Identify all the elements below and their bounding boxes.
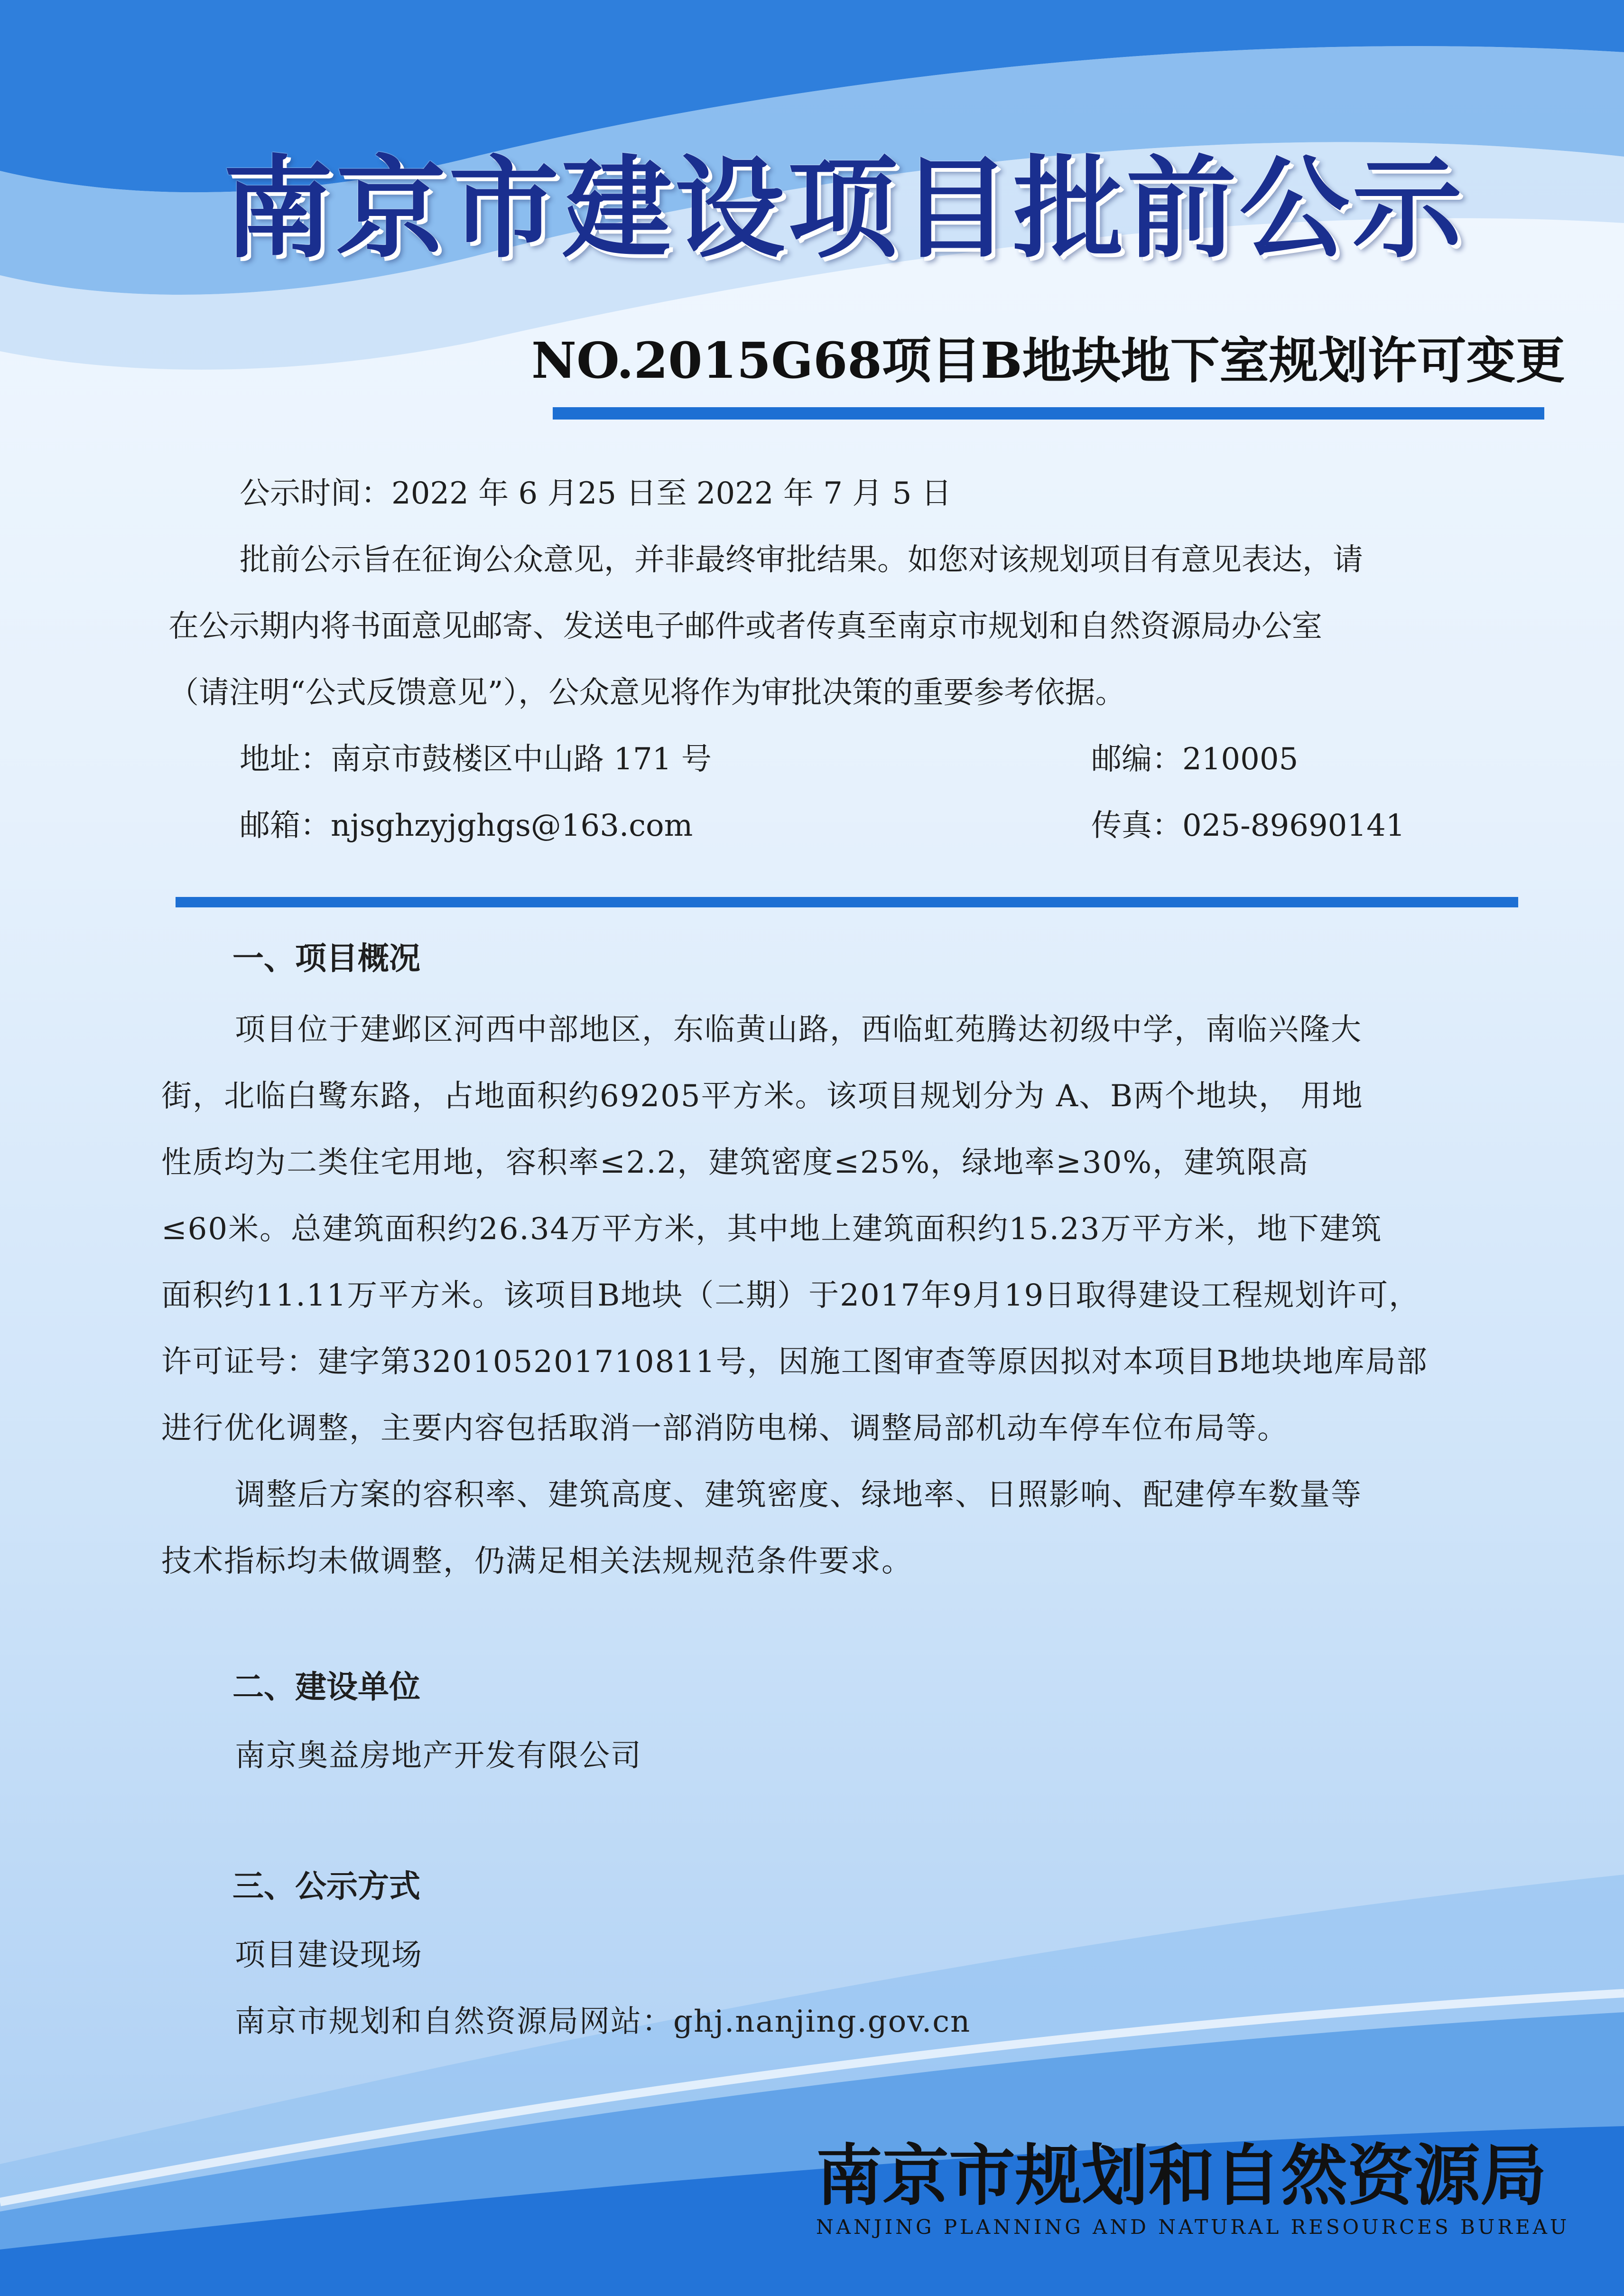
overview-line-3: 性质均为二类住宅用地，容积率≤2.2，建筑密度≤25%，绿地率≥30%，建筑限高: [161, 1145, 1309, 1180]
contact-address: 地址：南京市鼓楼区中山路 171 号: [240, 742, 712, 777]
overview-line-6: 许可证号：建字第320105201710811号，因施工图审查等原因拟对本项目B地块地库局部: [161, 1344, 1428, 1380]
method-line-1: 项目建设现场: [235, 1938, 423, 1973]
overview-line-5: 面积约11.11万平方米。该项目B地块（二期）于2017年9月19日取得建设工程规划许可，: [161, 1278, 1420, 1313]
contact-postcode: 邮编：210005: [1091, 742, 1299, 777]
intro-line-2: 在公示期内将书面意见邮寄、发送电子邮件或者传真至南京市规划和自然资源局办公室: [168, 609, 1322, 644]
contact-email: 邮箱：njsghzyjghgs@163.com: [240, 808, 693, 843]
builder-name: 南京奥益房地产开发有限公司: [235, 1738, 642, 1773]
notice-period: 公示时间：2022 年 6 月25 日至 2022 年 7 月 5 日: [240, 476, 952, 511]
contact-fax: 传真：025-89690141: [1091, 808, 1405, 843]
bureau-name-english: NANJING PLANNING AND NATURAL RESOURCES BUREAU: [816, 2215, 1570, 2239]
builder-heading: 二、建设单位: [232, 1669, 420, 1705]
section-separator: [176, 897, 1518, 907]
overview-line-4: ≤60米。总建筑面积约26.34万平方米，其中地上建筑面积约15.23万平方米，地下建筑: [161, 1212, 1383, 1247]
intro-line-3: （请注明“公式反馈意见”），公众意见将作为审批决策的重要参考依据。: [168, 675, 1126, 710]
page-title: 南京市建设项目批前公示: [223, 145, 1466, 273]
intro-line-1: 批前公示旨在征询公众意见，并非最终审批结果。如您对该规划项目有意见表达，请: [240, 542, 1363, 578]
project-subtitle: NO.2015G68项目B地块地下室规划许可变更: [531, 331, 1565, 390]
overview-line-9: 技术指标均未做调整，仍满足相关法规规范条件要求。: [161, 1544, 913, 1579]
method-line-2: 南京市规划和自然资源局网站：ghj.nanjing.gov.cn: [235, 2004, 971, 2039]
subtitle-underline: [553, 407, 1544, 420]
bureau-name: 南京市规划和自然资源局: [816, 2137, 1547, 2215]
overview-line-2: 街，北临白鹭东路，占地面积约69205平方米。该项目规划分为 A、B两个地块， 用地: [161, 1079, 1364, 1114]
overview-line-7: 进行优化调整，主要内容包括取消一部消防电梯、调整局部机动车停车位布局等。: [161, 1411, 1289, 1446]
overview-line-8: 调整后方案的容积率、建筑高度、建筑密度、绿地率、日照影响、配建停车数量等: [235, 1477, 1362, 1512]
overview-line-1: 项目位于建邺区河西中部地区，东临黄山路，西临虹苑腾达初级中学，南临兴隆大: [235, 1012, 1362, 1047]
method-heading: 三、公示方式: [232, 1868, 420, 1904]
overview-heading: 一、项目概况: [232, 940, 420, 977]
